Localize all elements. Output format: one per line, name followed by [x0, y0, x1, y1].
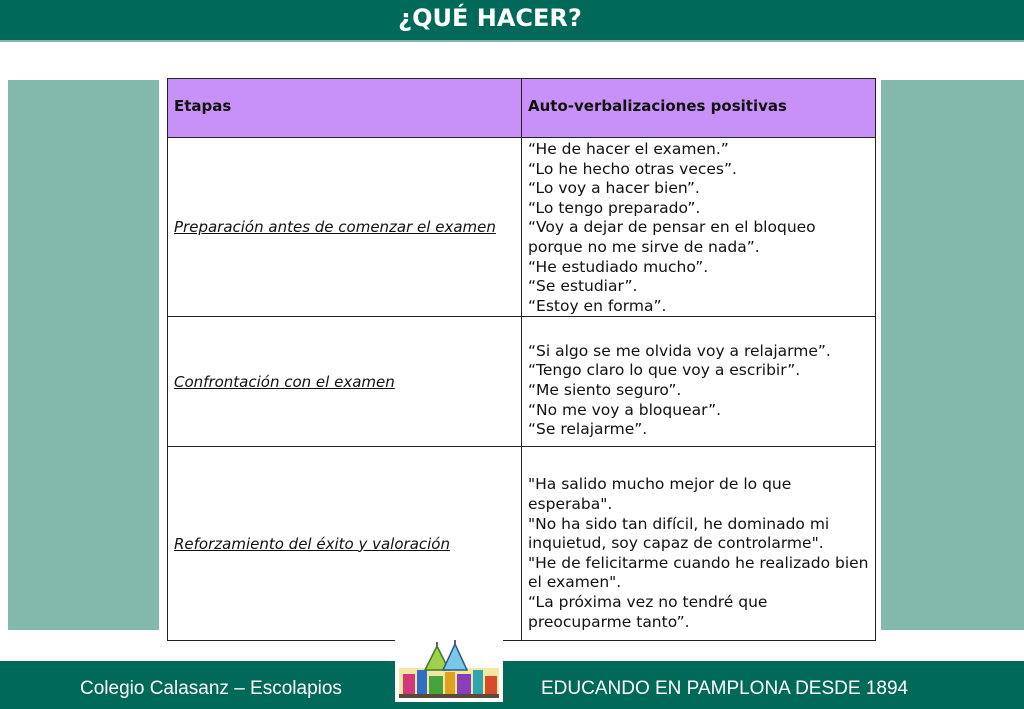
phrase-item: “Tengo claro lo que voy a escribir”. — [528, 361, 801, 380]
phrase-item: “No me voy a bloquear”. — [528, 400, 722, 419]
phrase-item: "No ha sido tan difícil, he dominado mi inquietud, soy capaz de controlarme". — [528, 514, 830, 553]
self-talk-table — [167, 78, 876, 641]
stage-cell: Confrontación con el examen — [168, 317, 522, 447]
slide-title: ¿QUÉ HACER? — [398, 4, 582, 32]
phrase-item: “Se estudiar”. — [528, 277, 638, 296]
phrases-cell — [522, 138, 876, 317]
column-header-stages: Etapas — [168, 79, 522, 138]
footer-slogan: EDUCANDO EN PAMPLONA DESDE 1894 — [541, 678, 909, 699]
school-logo-icon — [395, 640, 503, 702]
phrase-item: “Si algo se me olvida voy a relajarme”. — [528, 341, 831, 360]
left-side-panel — [8, 80, 159, 630]
column-header-positive-self-talk: Auto-verbalizaciones positivas — [522, 79, 876, 138]
phrase-item: “Lo voy a hacer bien”. — [528, 179, 700, 198]
right-side-panel — [881, 80, 1024, 630]
phrase-item: "He de felicitarme cuando he realizado bien el examen". — [528, 553, 869, 592]
table-header-row — [168, 79, 876, 138]
stage-cell: Reforzamiento del éxito y valoración — [168, 447, 522, 641]
top-bar — [0, 0, 1024, 42]
phrase-item: “Se relajarme”. — [528, 420, 648, 439]
table-row — [168, 317, 876, 447]
phrases-cell — [522, 447, 876, 641]
phrase-item: “He estudiado mucho”. — [528, 257, 709, 276]
phrases-cell — [522, 317, 876, 447]
phrase-item: “Voy a dejar de pensar en el bloqueo porque no me sirve de nada”. — [528, 218, 816, 256]
phrase-item: “La próxima vez no tendré que preocuparme tanto”. — [528, 593, 768, 631]
phrase-item: “Lo he hecho otras veces”. — [528, 159, 737, 178]
footer-school-name: Colegio Calasanz – Escolapios — [80, 678, 342, 699]
phrase-item: "Ha salido mucho mejor de lo que esperaba". — [528, 475, 792, 514]
phrase-item: “Lo tengo preparado”. — [528, 198, 701, 217]
phrase-item: “He de hacer el examen.” — [528, 140, 729, 158]
stage-cell: Preparación antes de comenzar el examen — [168, 138, 522, 317]
phrase-item: “Me siento seguro”. — [528, 381, 682, 400]
table-row — [168, 447, 876, 641]
phrase-item: “Estoy en forma”. — [528, 296, 667, 315]
table-row — [168, 138, 876, 317]
